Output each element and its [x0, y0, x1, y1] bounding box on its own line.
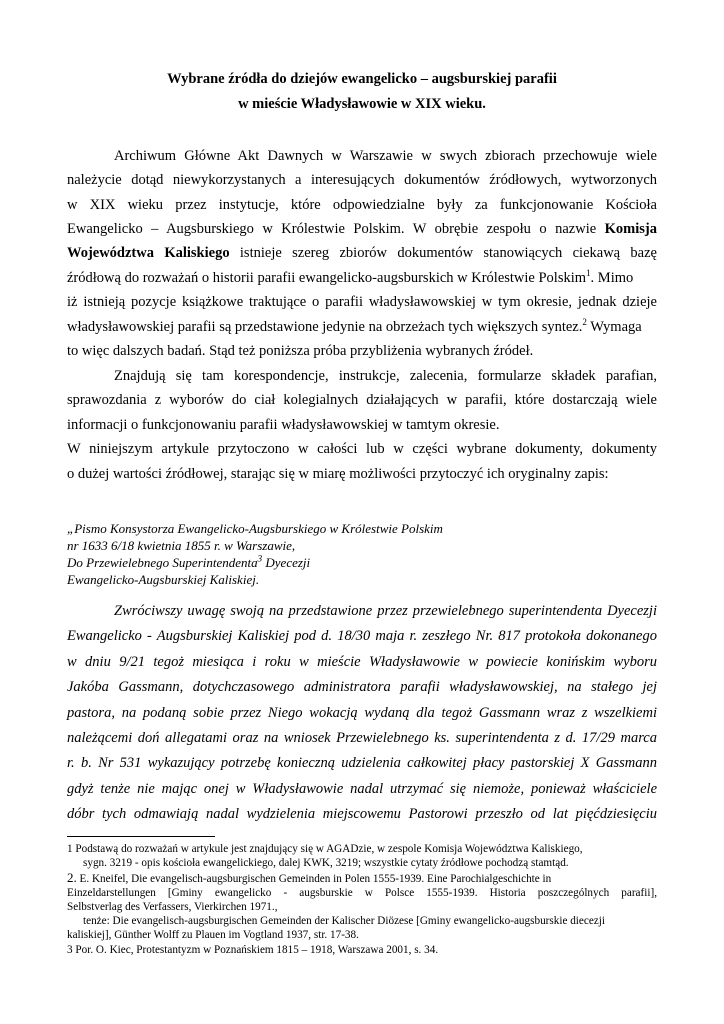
paragraph-1-line-5: Województwa Kaliskiego istnieje szereg zbiorów dokumentów stanowiących ciekawą bazę — [67, 245, 657, 261]
paragraph-1-line-8: władysławowskiej parafii są przedstawione jedynie na obrzeżach tych większych syntez.$^2$ Wymaga — [67, 317, 642, 335]
footnote-ref-2[interactable]: 2 — [582, 317, 587, 328]
footnote-ref-1[interactable]: 1 — [586, 268, 591, 279]
footnote-1-line-2: sygn. 3219 - opis kościoła ewangelickiego, dalej KWK, 3219; wszystkie cytaty źródłowe pochodzą stamtąd. — [83, 857, 569, 869]
paragraph-1-line-2: należycie dotąd niewykorzystanych a interesujących dokumentów źródłowych, wytworzonych — [67, 172, 657, 188]
document-title-line-2: w mieście Władysławowie w XIX wieku. — [238, 96, 486, 112]
letter-body-line-9: dóbr tych odmawiają nadal wydzielenia miejscowemu Pastorowi przeszło od lat pięćdziesięciu — [67, 806, 657, 822]
footnote-1-line-1: 1 Podstawą do rozważań w artykule jest znajdujący się w AGADzie, w zespole Komisja Województwa Kaliskiego, — [67, 843, 583, 855]
letter-heading-line-3: Do Przewielebnego Superintendenta$^3$ Dyecezji — [67, 553, 311, 570]
footnote-3: 3 Por. O. Kiec, Protestantyzm w Poznańskiem 1815 – 1918, Warszawa 2001, s. 34. — [67, 944, 439, 956]
paragraph-1-line-3: w XIX wieku przez instytucje, które odpowiedzialne były za funkcjonowanie Kościoła — [67, 197, 657, 213]
paragraph-1-line-9: to więc dalszych badań. Stąd też poniższa próba przybliżenia wybranych źródeł. — [67, 343, 534, 359]
paragraph-2-line-3: informacji o funkcjonowaniu parafii władysławowskiej w tamtym okresie. — [67, 417, 500, 433]
paragraph-2-line-2: sprawozdania z wyborów do ciał kolegialnych działających w parafii, które dostarczają wiele — [67, 392, 657, 408]
paragraph-2-line-1: Znajdują się tam korespondencje, instrukcje, zalecenia, formularze składek parafian, — [114, 368, 657, 384]
paragraph-3-line-1: W niniejszym artykule przytoczono w całości lub w części wybrane dokumenty, dokumenty — [67, 441, 657, 457]
footnote-2-line-4: tenże: Die evangelisch-augsburgischen Gemeinden der Kalischer Diözese [Gminy ewangelicko-augsburskie diecezji — [83, 915, 605, 927]
footnote-2-line-1: 2. E. Kneifel, Die evangelisch-augsburgischen Gemeinden in Polen 1555-1939. Eine Parochialgeschichte in — [67, 870, 552, 885]
letter-heading-line-1: „Pismo Konsystorza Ewangelicko-Augsburskiego w Królestwie Polskim — [67, 521, 443, 536]
paragraph-3-line-2: o dużej wartości źródłowej, starając się w miarę możliwości przytoczyć ich oryginalny zapis: — [67, 466, 609, 482]
letter-body-line-6: należącemi doń allegatami oraz na wniosek Przewielebnego ks. superintendenta z d. 17/29 marca — [67, 730, 657, 746]
document-title-line-1: Wybrane źródła do dziejów ewangelicko – augsburskiej parafii — [167, 71, 557, 87]
footnote-separator — [67, 836, 215, 837]
paragraph-1-line-1: Archiwum Główne Akt Dawnych w Warszawie w swych zbiorach przechowuje wiele — [114, 148, 657, 164]
letter-body-line-2: Ewangelicko - Augsburskiej Kaliskiej pod d. 18/30 maja r. zeszłego Nr. 817 protokoła dokonanego — [67, 628, 657, 644]
letter-body-line-8: gdyż tenże nie mając onej w Władysławowie nadal utrzymać się niemoże, ponieważ właściciele — [67, 781, 657, 797]
paragraph-1-line-4: Ewangelicko – Augsburskiego w Królestwie Polskim. W obrębie zespołu o nazwie Komisja — [67, 221, 658, 237]
bold-komisja: Komisja — [604, 221, 658, 237]
letter-body-line-4: Jakóba Gassmann, dotychczasowego administratora parafii władysławowskiej, na stałego jej — [67, 679, 657, 695]
letter-body-line-3: w dniu 9/21 tegoż miesiąca i roku w mieście Władysławowie w powiecie konińskim wyboru — [67, 654, 657, 670]
footnote-2-line-2: Einzeldarstellungen [Gminy ewangelicko - augsburskie w Polsce 1555-1939. Historia poszczególnych parafii], — [67, 887, 657, 899]
footnote-2-line-5: kaliskiej], Günther Wolff zu Plauen im Vogtland 1937, str. 17-38. — [67, 929, 359, 941]
bold-wojewodztwa: Województwa Kaliskiego — [67, 245, 230, 261]
footnote-ref-3[interactable]: 3 — [257, 553, 263, 564]
letter-body-line-1: Zwróciwszy uwagę swoją na przedstawione przez przewielebnego superintendenta Dyecezji — [114, 603, 657, 619]
letter-heading-line-4: Ewangelicko-Augsburskiej Kaliskiej. — [67, 572, 260, 587]
letter-body-line-7: r. b. Nr 531 wykazujący potrzebę konieczną udzielenia całkowitej płacy pastorskiej X Gassmann — [67, 755, 657, 771]
footnote-2-line-3: Selbstverlag des Verfassers, Vierkirchen 1971., — [67, 901, 278, 913]
letter-heading-line-2: nr 1633 6/18 kwietnia 1855 r. w Warszawie, — [67, 538, 296, 553]
paragraph-1-line-7: iż istnieją pozycje książkowe traktujące o parafii władysławowskiej w tym okresie, jednak dzieje — [67, 294, 657, 310]
paragraph-1-line-6: źródłową do rozważań o historii parafii ewangelicko-augsburskich w Królestwie Polskim$^1$. Mimo — [67, 268, 634, 286]
letter-body-line-5: pastora, na podaną sobie przez Niego wokacją wydaną dla tegoż Gassmann wraz z wszelkiemi — [67, 705, 657, 721]
